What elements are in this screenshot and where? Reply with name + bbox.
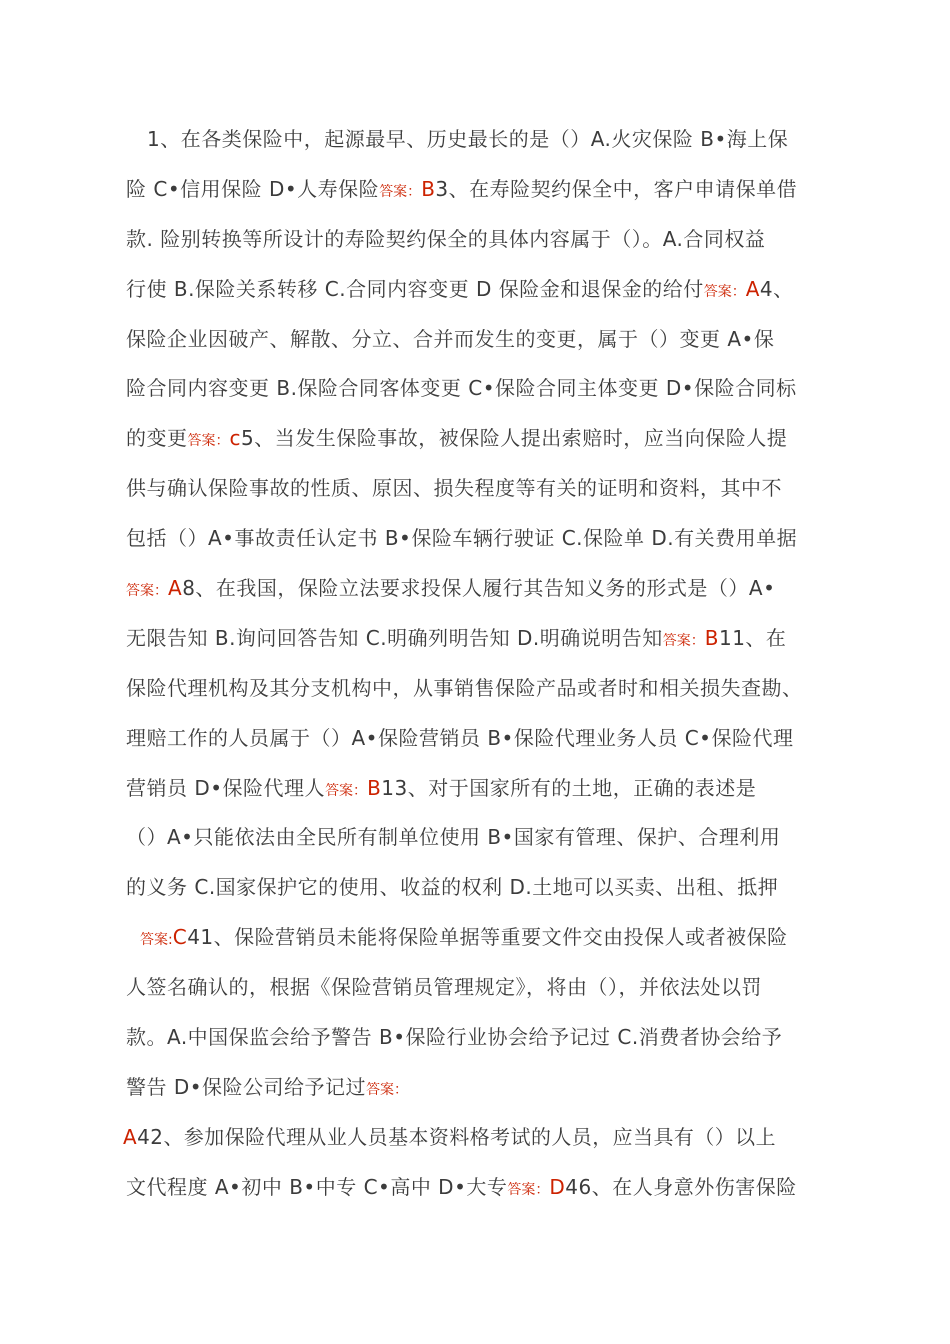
text-line-7: 的变更答案：c5、当发生保险事故，被保险人提出索赔时，应当向保险人提	[126, 426, 788, 451]
text-line-5: 保险企业因破产、解散、分立、合并而发生的变更，属于（）变更 A•保	[126, 326, 775, 351]
text-line-2: 险 C•信用保险 D•人寿保险答案：B3、在寿险契约保全中，客户申请保单借	[126, 176, 798, 201]
answer-label: 答案：	[379, 183, 422, 200]
text-line-3: 款. 险别转换等所设计的寿险契约保全的具体内容属于（）。A.合同权益	[126, 226, 766, 251]
text-line-4: 行使 B.保险关系转移 C.合同内容变更 D 保险金和退保金的给付答案：A4、	[126, 276, 794, 301]
question-text-block	[123, 115, 861, 1213]
text-line-16: 的义务 C.国家保护它的使用、收益的权利 D.土地可以买卖、出租、抵押	[126, 875, 779, 900]
text-line-1: 1、在各类保险中，起源最早、历史最长的是（）A.火灾保险 B•海上保	[147, 127, 789, 151]
text-line-21: A42、参加保险代理从业人员基本资料格考试的人员，应当具有（）以上	[123, 1124, 777, 1149]
text-line-14: 营销员 D•保险代理人答案：B13、对于国家所有的土地，正确的表述是	[126, 775, 757, 800]
text-line-17: 答案:C41、保险营销员未能将保险单据等重要文件交由投保人或者被保险	[140, 925, 788, 950]
text-line-15: （）A•只能依法由全民所有制单位使用 B•国家有管理、保护、合理利用	[126, 825, 781, 850]
text-line-8: 供与确认保险事故的性质、原因、损失程度等有关的证明和资料，其中不	[126, 476, 782, 501]
answer-letter: C	[172, 925, 188, 950]
answer-label: 答案:	[140, 932, 173, 949]
answer-letter: B	[421, 176, 436, 201]
text-line-10: 答案：A8、在我国，保险立法要求投保人履行其告知义务的形式是（）A•	[126, 576, 776, 601]
answer-label: 答案：	[703, 283, 746, 300]
answer-label: 答案：	[187, 433, 230, 450]
text-line-11: 无限告知 B.询问回答告知 C.明确列明告知 D.明确说明告知答案：B11、在	[126, 625, 787, 650]
text-line-6: 险合同内容变更 B.保险合同客体变更 C•保险合同主体变更 D•保险合同标	[126, 376, 797, 401]
text-line-20: 警告 D•保险公司给予记过答案：	[126, 1074, 409, 1099]
text-line-13: 理赔工作的人员属于（）A•保险营销员 B•保险代理业务人员 C•保险代理	[126, 725, 794, 750]
answer-letter: A	[123, 1124, 138, 1149]
answer-label: 答案：	[507, 1181, 550, 1198]
text-line-19: 款。A.中国保监会给予警告 B•保险行业协会给予记过 C.消费者协会给予	[126, 1025, 783, 1050]
answer-letter: B	[367, 775, 382, 800]
answer-letter: c	[229, 426, 241, 451]
answer-label: 答案：	[366, 1081, 409, 1098]
answer-letter: B	[704, 625, 719, 650]
answer-letter: A	[168, 576, 183, 601]
answer-label: 答案：	[126, 583, 168, 600]
answer-label: 答案：	[662, 632, 705, 649]
text-line-22: 文代程度 A•初中 B•中专 C•高中 D•大专答案：D46、在人身意外伤害保险	[126, 1174, 797, 1199]
answer-letter: D	[549, 1174, 566, 1199]
text-line-18: 人签名确认的，根据《保险营销员管理规定》，将由（），并依法处以罚	[126, 975, 762, 1000]
answer-letter: A	[745, 276, 760, 301]
answer-label: 答案：	[325, 782, 368, 799]
text-line-12: 保险代理机构及其分支机构中，从事销售保险产品或者时和相关损失查勘、	[126, 675, 803, 700]
text-line-9: 包括（）A•事故责任认定书 B•保险车辆行驶证 C.保险单 D.有关费用单据	[126, 526, 798, 551]
